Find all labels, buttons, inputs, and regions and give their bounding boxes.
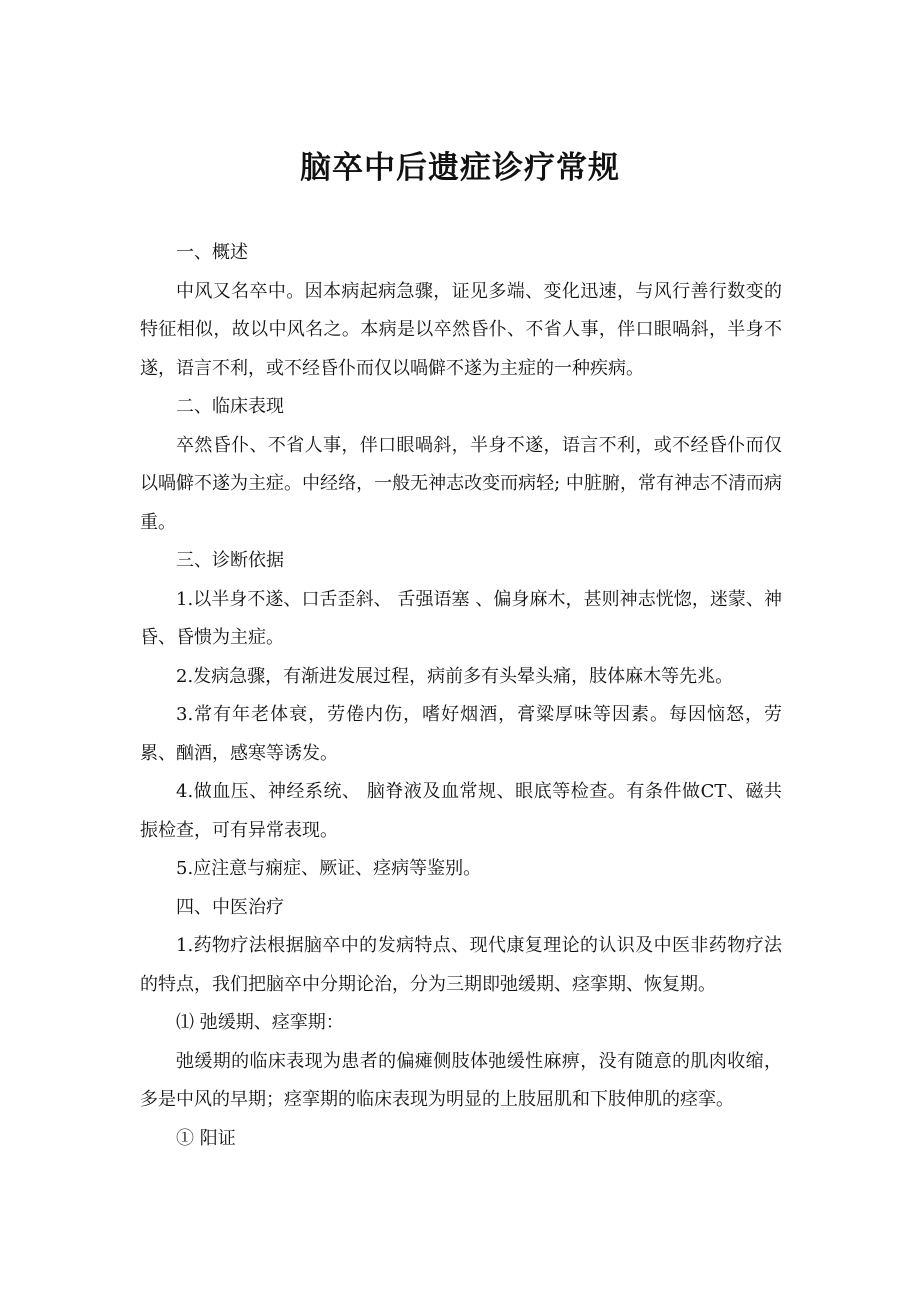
clinical-paragraph: 卒然昏仆、不省人事，伴口眼喎斜，半身不遂，语言不利，或不经昏仆而仅以喎僻不遂为主症。中经络，一般无神志改变而病轻; 中脏腑，常有神志不清而病重。 [140,434,782,533]
treatment-item-1: 1.药物疗法根据脑卒中的发病特点、现代康复理论的认识及中医非药物疗法的特点，我们把脑卒中分期论治，分为三期即弛缓期、痉挛期、恢复期。 [140,935,782,995]
diagnosis-item-5: 5.应注意与痫症、厥证、痉病等鉴别。 [176,858,482,879]
section-heading-tcm-treatment: 四、中医治疗 [176,896,284,918]
diagnosis-item-3: 3.常有年老体衰，劳倦内伤，嗜好烟酒，膏粱厚味等因素。每因恼怒，劳累、酗酒，感寒等诱发。 [140,704,782,764]
section-heading-diagnosis: 三、诊断依据 [176,550,284,571]
document-body [140,234,782,1158]
document-title: 脑卒中后遗症诊疗常规 [300,150,620,186]
diagnosis-item-4: 4.做血压、神经系统、 脑脊液及血常规、眼底等检查。有条件做CT、磁共振检查，可有异常表现。 [140,781,782,841]
overview-paragraph: 中风又名卒中。因本病起病急骤，证见多端、变化迅速，与风行善行数变的特征相似，故以中风名之。本病是以卒然昏仆、不省人事，伴口眼喎斜，半身不遂，语言不利，或不经昏仆而仅以喎僻不遂为主症的一种疾病。 [140,280,782,379]
section-heading-overview: 一、概述 [176,242,248,263]
treatment-subitem-yang: ① 阳证 [176,1127,236,1149]
diagnosis-item-2: 2.发病急骤，有渐进发展过程，病前多有头晕头痛，肢体麻木等先兆。 [176,665,734,687]
section-heading-clinical: 二、临床表现 [176,396,284,417]
treatment-subparagraph: 弛缓期的临床表现为患者的偏瘫侧肢体弛缓性麻痹，没有随意的肌肉收缩，多是中风的早期；痉挛期的临床表现为明显的上肢屈肌和下肢伸肌的痉挛。 [140,1050,782,1110]
treatment-subheading-1: ⑴ 弛缓期、痉挛期： [176,1012,344,1033]
diagnosis-item-1: 1.以半身不遂、口舌歪斜、 舌强语塞 、偏身麻木，甚则神志恍惚，迷蒙、神昏、昏愦为主症。 [140,588,782,648]
